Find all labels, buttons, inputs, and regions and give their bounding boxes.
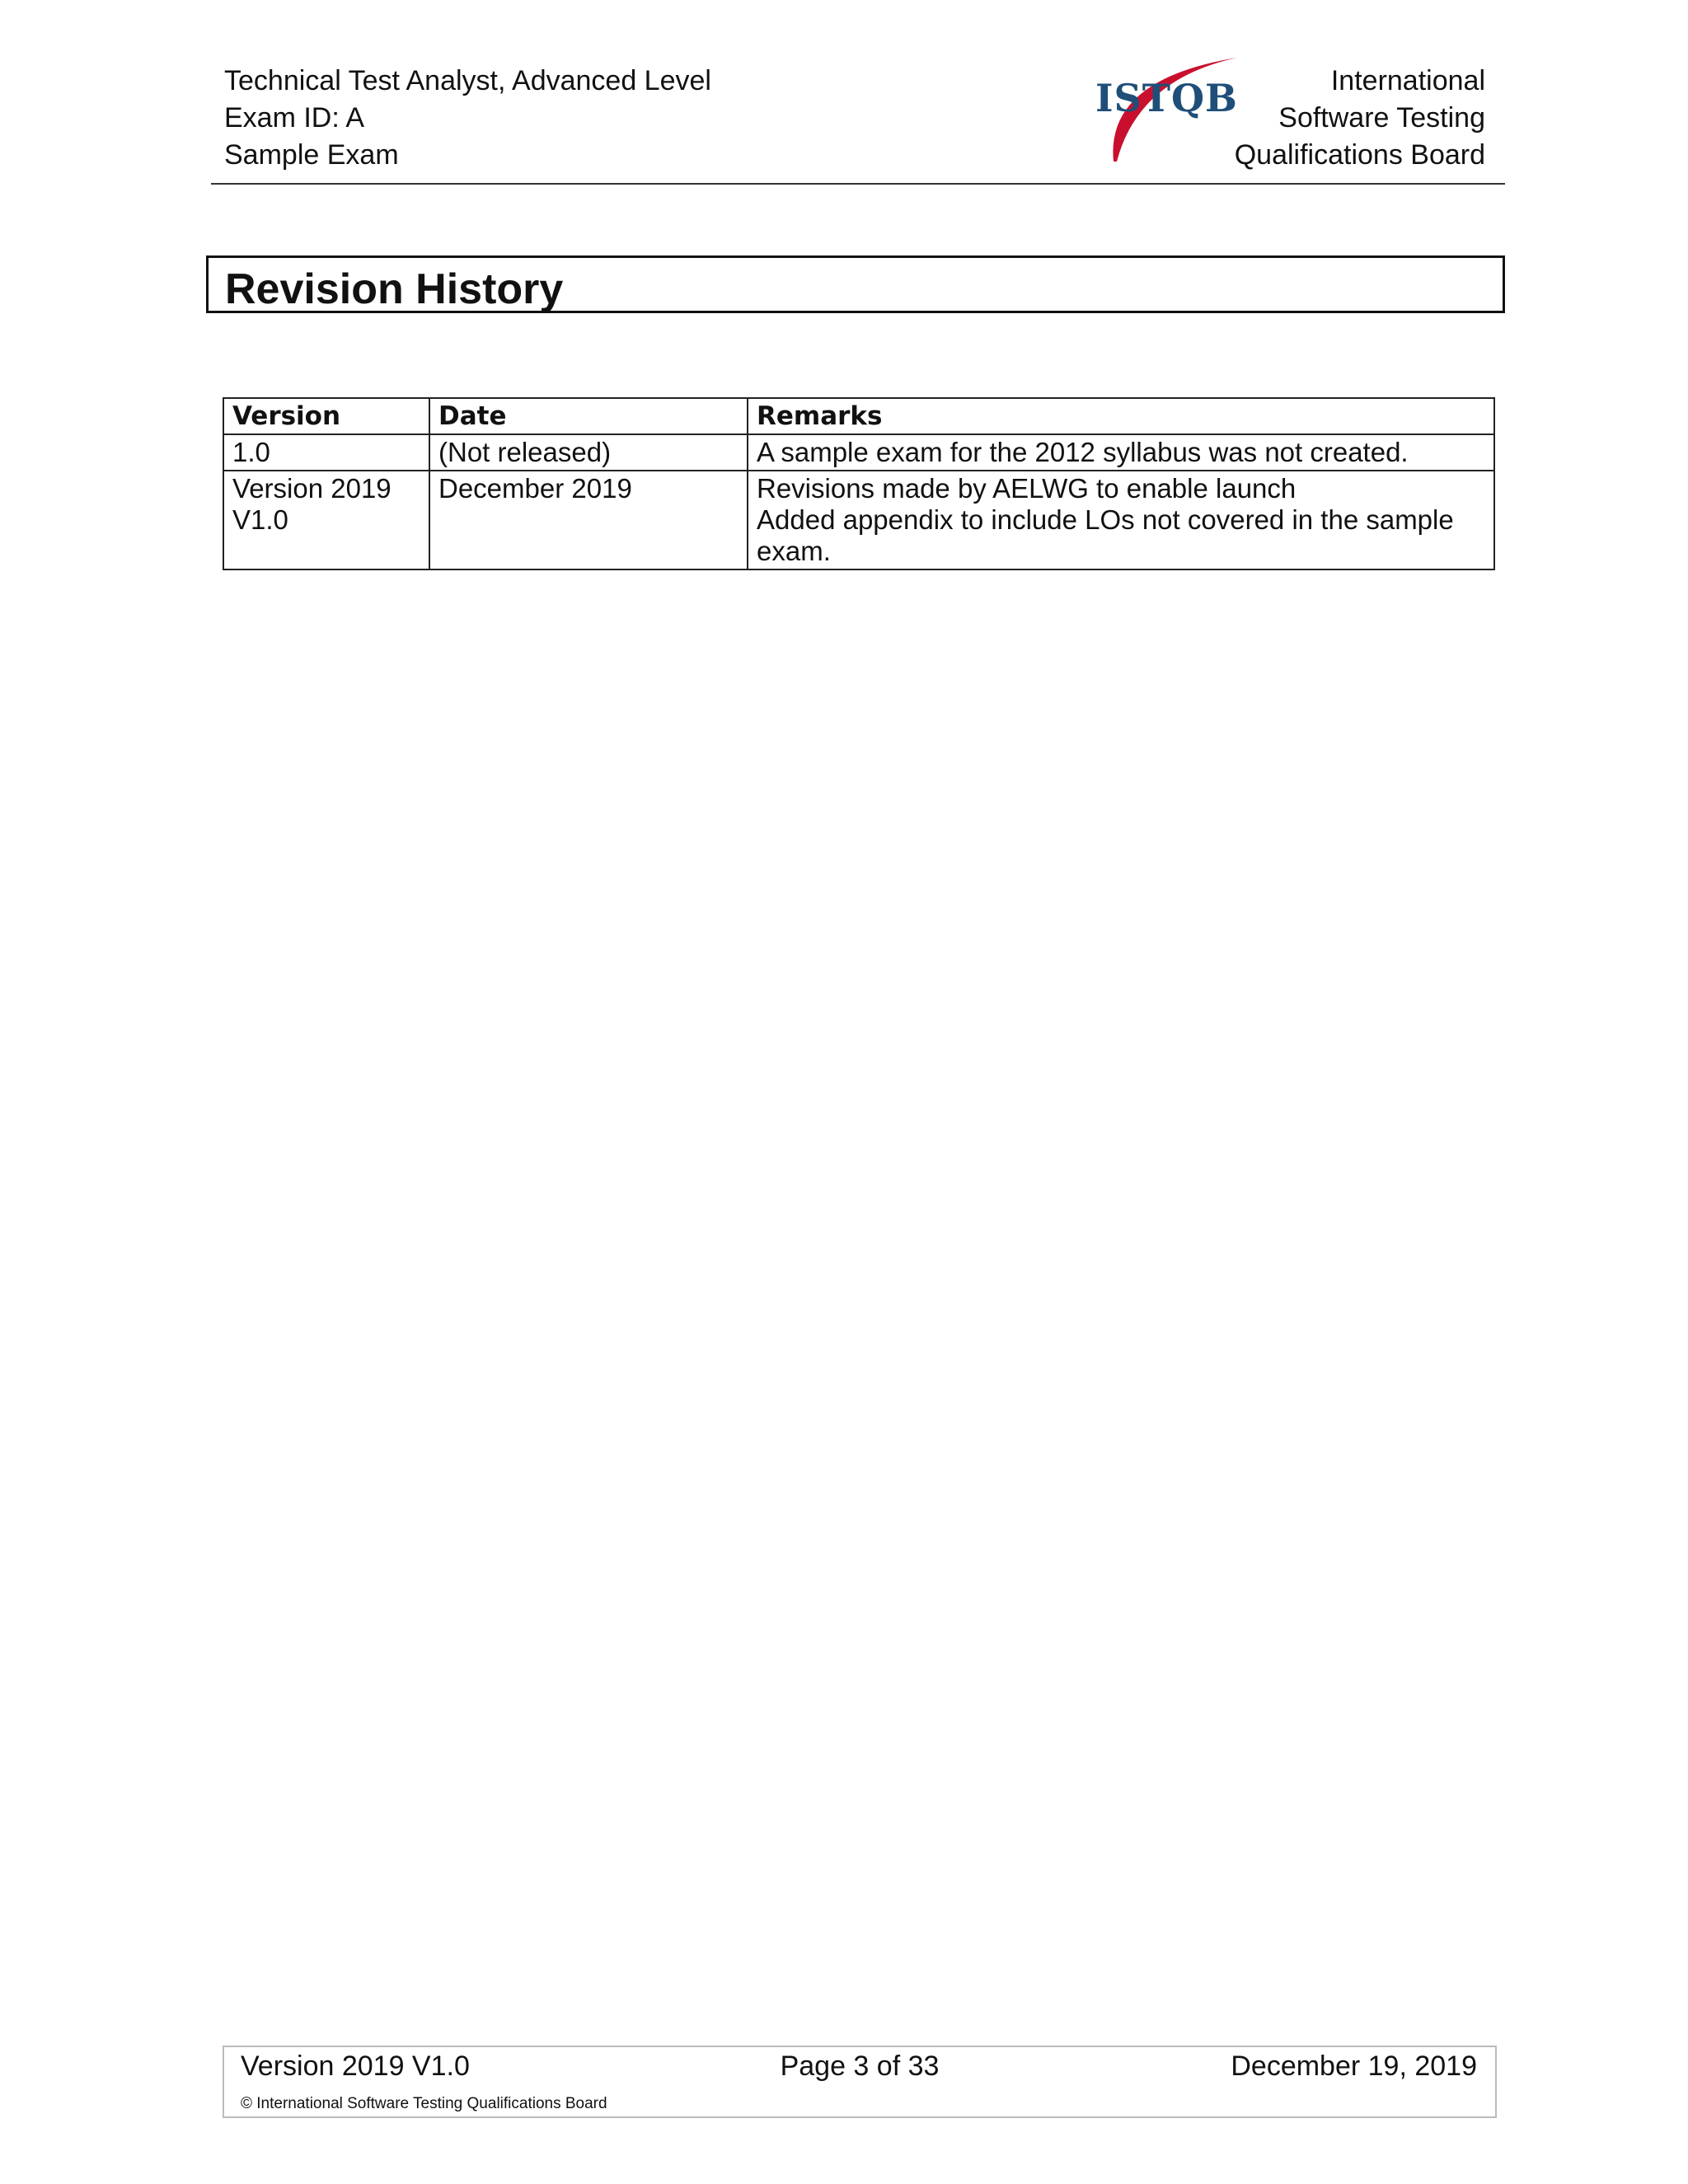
header-org-line-3: Qualifications Board — [1234, 139, 1485, 171]
cell-date: December 2019 — [429, 471, 748, 569]
header-divider — [211, 183, 1505, 185]
cell-version: 1.0 — [223, 434, 429, 471]
header-organization — [1235, 63, 1485, 174]
footer-date: December 19, 2019 — [1231, 2050, 1477, 2082]
remark-line: A sample exam for the 2012 syllabus was not created. — [757, 437, 1409, 467]
footer-version: Version 2019 V1.0 — [241, 2050, 470, 2082]
column-header-date: Date — [429, 398, 748, 434]
section-title-box — [206, 255, 1505, 313]
header-document-info — [224, 63, 711, 174]
revision-history-table — [223, 397, 1495, 570]
table-header-row — [223, 398, 1494, 434]
header-exam-id: Exam ID: A — [224, 102, 365, 134]
page-footer — [223, 2046, 1497, 2118]
logo-text: ISTQB — [1095, 76, 1238, 120]
header-sample-exam: Sample Exam — [224, 139, 399, 171]
page-header — [211, 63, 1497, 185]
footer-page-number: Page 3 of 33 — [780, 2050, 940, 2082]
section-title: Revision History — [225, 265, 564, 313]
cell-date: (Not released) — [429, 434, 748, 471]
table-row — [223, 471, 1494, 569]
table-row — [223, 434, 1494, 471]
cell-version: Version 2019 V1.0 — [223, 471, 429, 569]
remark-line: Revisions made by AELWG to enable launch — [757, 473, 1296, 504]
header-course-title: Technical Test Analyst, Advanced Level — [224, 65, 711, 96]
cell-remarks — [748, 434, 1494, 471]
header-org-line-2: Software Testing — [1278, 102, 1485, 134]
remark-line: Added appendix to include LOs not covered in the sample exam. — [757, 504, 1454, 566]
header-org-line-1: International — [1330, 65, 1485, 96]
footer-copyright: © International Software Testing Qualifications Board — [241, 2095, 607, 2112]
cell-remarks — [748, 471, 1494, 569]
column-header-version: Version — [223, 398, 429, 434]
column-header-remarks: Remarks — [748, 398, 1494, 434]
istqb-logo — [1081, 46, 1245, 170]
